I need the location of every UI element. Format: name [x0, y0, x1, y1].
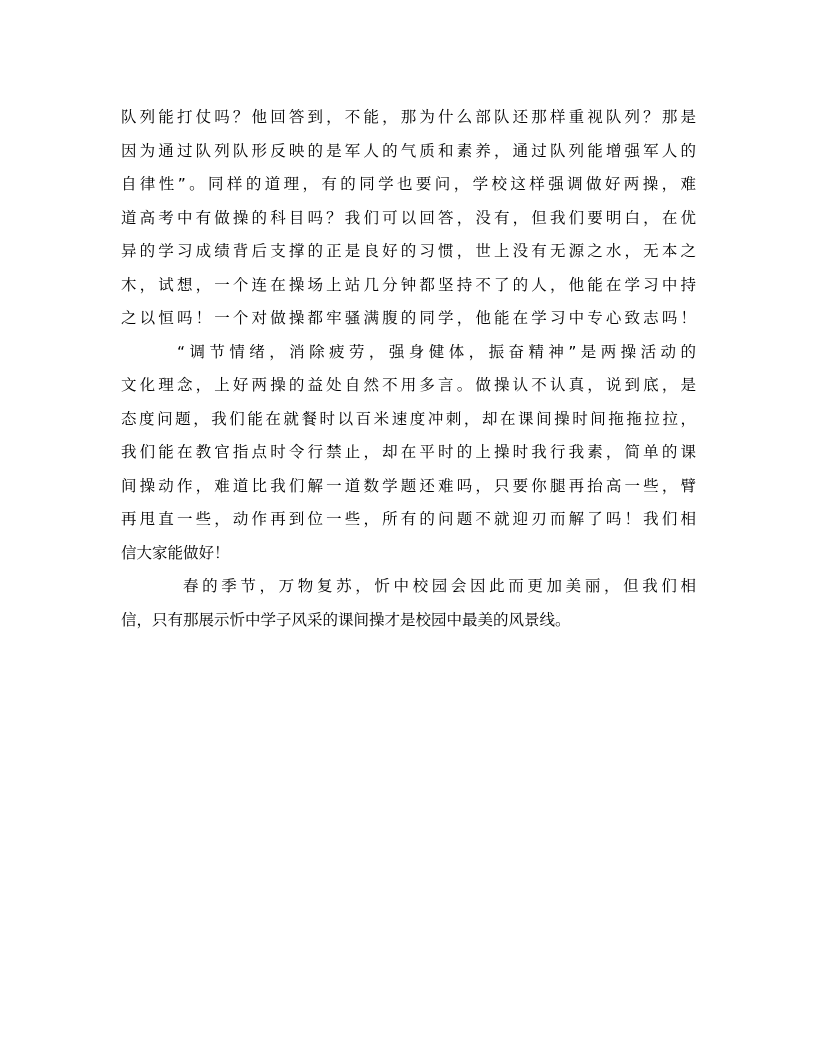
text-line: 异的学习成绩背后支撑的正是良好的习惯，世上没有无源之水，无本之: [121, 242, 696, 260]
text-line: 我们能在教官指点时令行禁止，却在平时的上操时我行我素，简单的课: [121, 443, 696, 461]
paragraph-3: [121, 570, 696, 637]
text-line: 道高考中有做操的科目吗？我们可以回答，没有，但我们要明白，在优: [121, 208, 696, 227]
text-line: 间操动作，难道比我们解一道数学题还难吗，只要你腿再抬高一些，臂: [121, 476, 696, 495]
text-line: 信大家能做好！: [121, 543, 230, 562]
text-line: 因为通过队列队形反映的是军人的气质和素养，通过队列能增强军人的: [121, 141, 696, 160]
text-line: 信，只有那展示忻中学子风采的课间操才是校园中最美的风景线。: [121, 610, 571, 629]
paragraph-2: [121, 336, 696, 571]
text-line: 再甩直一些，动作再到位一些，所有的问题不就迎刃而解了吗！我们相: [121, 510, 696, 528]
text-line: 春的季节，万物复苏，忻中校园会因此而更加美丽，但我们相: [183, 577, 696, 595]
text-line: 木，试想，一个连在操场上站几分钟都坚持不了的人，他能在学习中持: [121, 275, 696, 294]
text-line: 态度问题，我们能在就餐时以百米速度冲刺，却在课间操时间拖拖拉拉，: [121, 409, 696, 428]
text-line: 文化理念，上好两操的益处自然不用多言。做操认不认真，说到底，是: [121, 376, 696, 394]
text-line: 之以恒吗！一个对做操都牢骚满腹的同学，他能在学习中专心致志吗！: [121, 309, 696, 327]
paragraph-1: [121, 101, 696, 336]
text-line: “调节情绪，消除疲劳，强身健体，振奋精神”是两操活动的: [177, 342, 696, 361]
text-line: 自律性”。同样的道理，有的同学也要问，学校这样强调做好两操，难: [121, 175, 696, 193]
text-line: 队列能打仗吗？他回答到，不能，那为什么部队还那样重视队列？那是: [121, 108, 696, 126]
document-body: [121, 101, 696, 637]
